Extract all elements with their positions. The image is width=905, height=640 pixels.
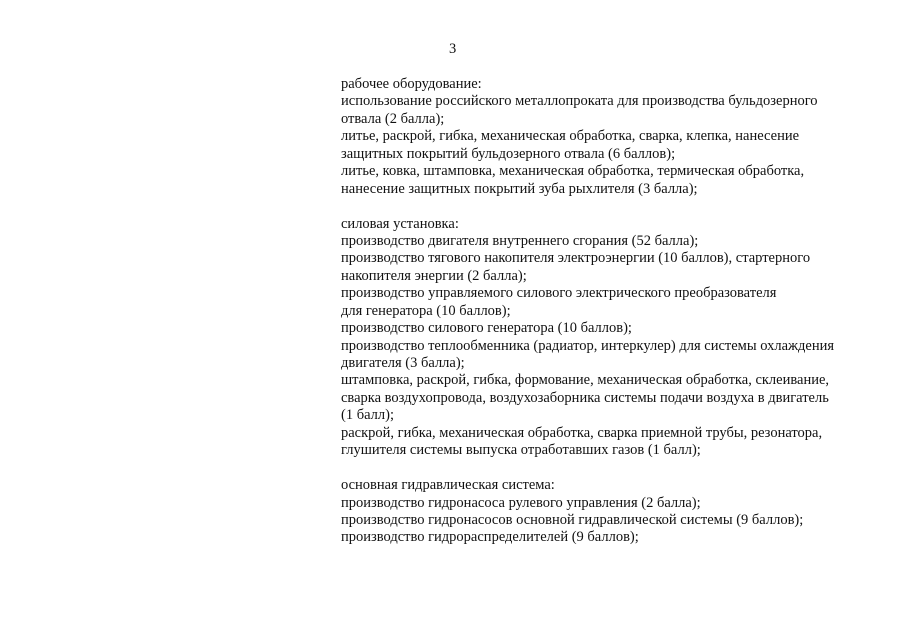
- text-line: производство двигателя внутреннего сгорания (52 балла);: [341, 232, 699, 249]
- text-line: штамповка, раскрой, гибка, формование, механическая обработка, склеивание,: [341, 372, 830, 389]
- section-working-equipment: [341, 76, 871, 198]
- text-line: двигателя (3 балла);: [341, 355, 465, 371]
- text-line: отвала (2 балла);: [341, 110, 445, 127]
- text-line: для генератора (10 баллов);: [341, 302, 511, 319]
- text-line: производство теплообменника (радиатор, интеркулер) для системы охлаждения: [341, 337, 835, 354]
- text-line: (1 балл);: [341, 407, 394, 424]
- text-line: производство управляемого силового электрического преобразователя: [341, 285, 777, 302]
- section-spacer: [341, 198, 871, 215]
- text-line: производство тягового накопителя электроэнергии (10 баллов), стартерного: [341, 250, 811, 267]
- text-line: литье, ковка, штамповка, механическая обработка, термическая обработка,: [341, 163, 805, 180]
- text-line: накопителя энергии (2 балла);: [341, 267, 527, 284]
- text-line: раскрой, гибка, механическая обработка, сварка приемной трубы, резонатора,: [341, 424, 823, 441]
- section-heading: силовая установка:: [341, 215, 459, 232]
- section-heading: основная гидравлическая система:: [341, 477, 555, 494]
- section-spacer: [341, 460, 871, 477]
- section-hydraulic-system: [341, 477, 871, 547]
- document-body: [341, 76, 871, 547]
- text-line: производство гидрораспределителей (9 баллов);: [341, 529, 639, 546]
- text-line: глушителя системы выпуска отработавших газов (1 балл);: [341, 442, 701, 459]
- text-line: производство гидронасосов основной гидравлической системы (9 баллов);: [341, 511, 804, 528]
- text-line: литье, раскрой, гибка, механическая обработка, сварка, клепка, нанесение: [341, 128, 800, 145]
- text-line: нанесение защитных покрытий зуба рыхлителя (3 балла);: [341, 180, 698, 197]
- text-line: использование российского металлопроката для производства бульдозерного: [341, 93, 818, 110]
- text-line: производство гидронасоса рулевого управления (2 балла);: [341, 494, 701, 511]
- text-line: производство силового генератора (10 баллов);: [341, 320, 632, 337]
- page-number: 3: [449, 41, 457, 57]
- section-power-unit: [341, 216, 871, 460]
- text-line: сварка воздухопровода, воздухозаборника системы подачи воздуха в двигатель: [341, 389, 829, 406]
- section-heading: рабочее оборудование:: [341, 76, 482, 92]
- text-line: защитных покрытий бульдозерного отвала (6 баллов);: [341, 145, 676, 162]
